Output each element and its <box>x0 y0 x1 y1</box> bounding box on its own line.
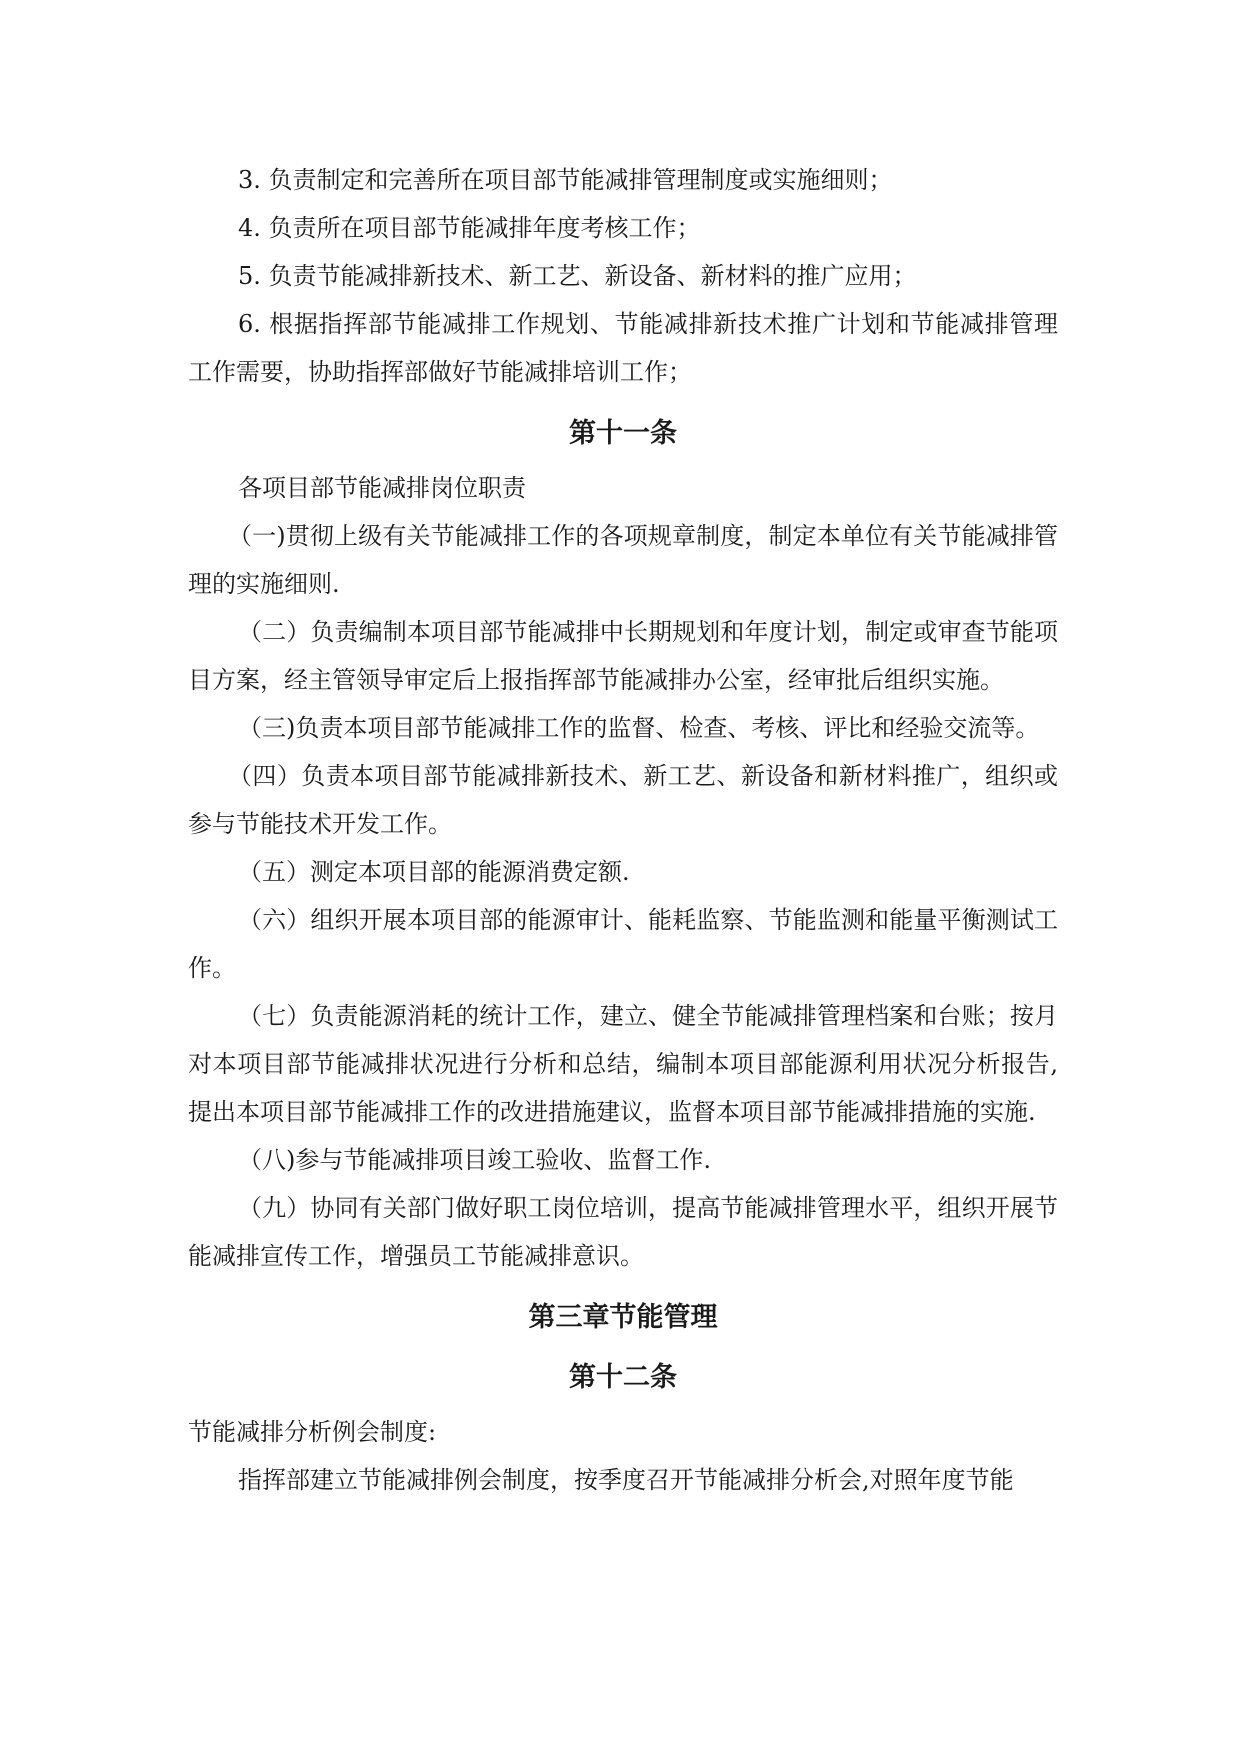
list-item: （三)负责本项目部节能减排工作的监督、检查、考核、评比和经验交流等。 <box>238 714 1040 742</box>
list-item: （一)贯彻上级有关节能减排工作的各项规章制度，制定本单位有关节能减排管理的实施细则. <box>188 522 1058 598</box>
article-heading: 第十一条 <box>569 418 677 449</box>
chapter-heading: 第三章节能管理 <box>528 1302 718 1333</box>
article-intro: 节能减排分析例会制度: <box>188 1418 437 1446</box>
article-heading: 第十二条 <box>569 1362 677 1393</box>
list-item: （二）负责编制本项目部节能减排中长期规划和年度计划，制定或审查节能项目方案，经主管领导审定后上报指挥部节能减排办公室，经审批后组织实施。 <box>188 618 1058 694</box>
list-item: （四）负责本项目部节能减排新技术、新工艺、新设备和新材料推广，组织或参与节能技术开发工作。 <box>188 762 1058 838</box>
list-item: （七）负责能源消耗的统计工作，建立、健全节能减排管理档案和台账；按月对本项目部节能减排状况进行分析和总结，编制本项目部能源利用状况分析报告,提出本项目部节能减排工作的改进措施建议，监督本项目部节能减排措施的实施. <box>188 1002 1058 1126</box>
list-item: 4. 负责所在项目部节能减排年度考核工作； <box>238 214 701 242</box>
list-item: （九）协同有关部门做好职工岗位培训，提高节能减排管理水平，组织开展节能减排宣传工作，增强员工节能减排意识。 <box>188 1194 1058 1270</box>
list-item: 3. 负责制定和完善所在项目部节能减排管理制度或实施细则； <box>238 166 893 194</box>
list-item: （八)参与节能减排项目竣工验收、监督工作. <box>238 1146 711 1174</box>
article-intro: 各项目部节能减排岗位职责 <box>238 474 526 502</box>
list-item: 5. 负责节能减排新技术、新工艺、新设备、新材料的推广应用； <box>238 262 917 290</box>
list-item: （六）组织开展本项目部的能源审计、能耗监察、节能监测和能量平衡测试工作。 <box>188 906 1058 982</box>
paragraph: 指挥部建立节能减排例会制度，按季度召开节能减排分析会,对照年度节能 <box>238 1466 1014 1494</box>
list-item: （五）测定本项目部的能源消费定额. <box>238 858 630 886</box>
document-body <box>188 156 1058 1504</box>
list-item: 6. 根据指挥部节能减排工作规划、节能减排新技术推广计划和节能减排管理工作需要，协助指挥部做好节能减排培训工作； <box>188 310 1058 386</box>
